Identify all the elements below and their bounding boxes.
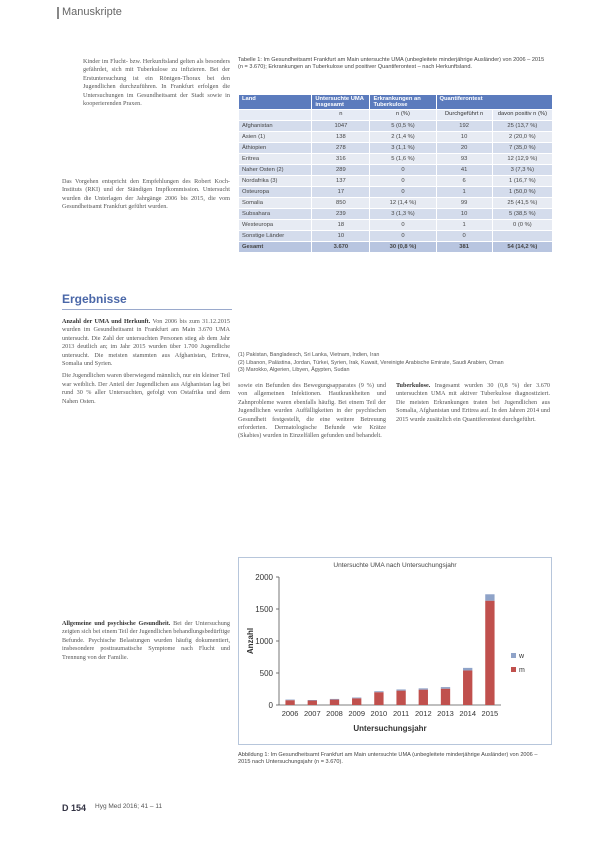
table-cell: 10 xyxy=(436,209,492,220)
table-cell: 0 xyxy=(370,187,436,198)
table-total-cell: Gesamt xyxy=(239,242,312,253)
bar-w xyxy=(396,689,405,690)
bar-m xyxy=(485,601,494,705)
col-header-country: Land xyxy=(239,95,312,110)
table-row xyxy=(239,220,553,231)
footnote-1: (1) Pakistan, Bangladesch, Sri Lanka, Vietnam, Indien, Iran xyxy=(238,352,380,358)
table-cell: 25 (41,5 %) xyxy=(492,198,552,209)
results-heading: Ergebnisse xyxy=(62,292,127,306)
table-row xyxy=(239,165,553,176)
table-cell: 5 (38,5 %) xyxy=(492,209,552,220)
results-text-1: Von 2006 bis zum 31.12.2015 wurden im Gesundheitsamt in Frankfurt am Main 3.670 UMA untersucht. Die Zahl der untersuchten Personen stieg ab dem Jahr 2013 deutlich an; im Jahr 2015 wurden über 1.700 Jugendliche untersucht. Die meisten stammten aus Afghanistan, Eritrea, Somalia und Syrien. xyxy=(62,318,230,368)
table-cell: 99 xyxy=(436,198,492,209)
bar-m xyxy=(441,689,450,705)
table-cell: 278 xyxy=(312,143,370,154)
table-cell: Äthiopien xyxy=(239,143,312,154)
x-tick-label: 2007 xyxy=(303,709,321,718)
page-number: D 154 xyxy=(62,803,87,813)
table-cell: 12 (1,4 %) xyxy=(370,198,436,209)
table-cell: 0 xyxy=(370,231,436,242)
table-total-cell: 54 (14,2 %) xyxy=(492,242,552,253)
table-row xyxy=(239,132,553,143)
col-header-tb: Erkrankungen an Tuberkulose xyxy=(370,95,436,110)
table-row xyxy=(239,187,553,198)
bar-m xyxy=(352,698,361,705)
table-cell: 17 xyxy=(312,187,370,198)
footnote-2: (2) Libanon, Palästina, Jordan, Türkei, Syrien, Irak, Kuwait, Vereinigte Arabische Emirate, Saudi Arabien, Oman xyxy=(238,359,504,366)
y-axis-label: Anzahl xyxy=(246,627,255,655)
bar-w xyxy=(352,698,361,699)
table-cell: Asien (1) xyxy=(239,132,312,143)
legend-swatch-m xyxy=(511,667,516,672)
table-cell: 93 xyxy=(436,154,492,165)
table-row xyxy=(239,231,553,242)
table-cell: Osteuropa xyxy=(239,187,312,198)
table-cell: 3 (7,3 %) xyxy=(492,165,552,176)
bar-m xyxy=(419,690,428,705)
bar-w xyxy=(285,700,294,701)
bar-m xyxy=(308,701,317,705)
table-row xyxy=(239,176,553,187)
table-row xyxy=(239,154,553,165)
footnote-3: (3) Marokko, Algerien, Libyen, Ägypten, Sudan xyxy=(238,367,350,374)
bar-w xyxy=(330,699,339,700)
bar-w xyxy=(485,594,494,600)
heading-rule xyxy=(62,309,232,310)
results-text-2: Die Jugendlichen waren überwiegend männlich, nur ein kleiner Teil war weiblich. Der Anteil der Jugendlichen aus Afghanistan lag bei rund 30 % aller Untersuchten, gefolgt von Ostafrika und dem Nahen Osten. xyxy=(62,372,231,405)
bar-m xyxy=(285,700,294,705)
intro-paragraph-2 xyxy=(62,178,230,216)
x-tick-label: 2006 xyxy=(281,709,299,718)
x-axis-label: Untersuchungsjahr xyxy=(353,724,427,733)
legend-label-m: m xyxy=(519,667,525,674)
table-total-row xyxy=(239,242,553,253)
table-cell: 6 xyxy=(436,176,492,187)
x-tick-label: 2009 xyxy=(348,709,366,718)
table-cell: 12 (12,9 %) xyxy=(492,154,552,165)
table-cell: 0 xyxy=(370,176,436,187)
middle-paragraph xyxy=(238,382,386,445)
bar-m xyxy=(374,692,383,705)
table-cell: 10 xyxy=(312,231,370,242)
y-tick-label: 2000 xyxy=(255,573,273,582)
results-paragraph-1 xyxy=(62,318,230,410)
results-paragraph-3 xyxy=(62,620,230,666)
table-cell: Subsahara xyxy=(239,209,312,220)
table-cell: 239 xyxy=(312,209,370,220)
table-cell: 5 (0,5 %) xyxy=(370,121,436,132)
table-footnotes xyxy=(238,352,553,375)
chart-title: Untersuchte UMA nach Untersuchungsjahr xyxy=(333,562,457,569)
section-label: Manuskripte xyxy=(62,6,122,18)
col-header-total: Untersuchte UMA insgesamt xyxy=(312,95,370,110)
table-cell: 1 xyxy=(436,187,492,198)
y-tick-label: 1000 xyxy=(255,637,273,646)
table-cell: Sonstige Länder xyxy=(239,231,312,242)
table-cell: Naher Osten (2) xyxy=(239,165,312,176)
table-cell: Somalia xyxy=(239,198,312,209)
x-tick-label: 2008 xyxy=(326,709,343,718)
table-cell: 3 (1,3 %) xyxy=(370,209,436,220)
x-tick-label: 2014 xyxy=(459,709,477,718)
journal-citation: Hyg Med 2016; 41 – 11 xyxy=(95,803,163,810)
table-cell: 1047 xyxy=(312,121,370,132)
x-tick-label: 2011 xyxy=(393,709,410,718)
table-cell: 20 xyxy=(436,143,492,154)
table-cell: 0 xyxy=(436,231,492,242)
table-cell: 289 xyxy=(312,165,370,176)
table-cell: 1 (16,7 %) xyxy=(492,176,552,187)
bar-w xyxy=(374,691,383,692)
legend-swatch-w xyxy=(511,653,516,658)
table-cell: 850 xyxy=(312,198,370,209)
intro-text: Kinder im Flucht- bzw. Herkunftsland gelten als besonders gefährdet, sich mit Tuberkulose zu infizieren. Bei der Erstuntersuchung ist ein Röntgen-Thorax bei den Jugendlichen durchzuführen. In Frankfurt erfolgen die Untersuchungen im Gesundheitsamt der Stadt sowie in kooperierenden Praxen. xyxy=(83,58,230,108)
table-row xyxy=(239,209,553,220)
intro-paragraph xyxy=(83,58,230,112)
table-cell: Nordafrika (3) xyxy=(239,176,312,187)
results-text-3: Bei der Untersuchung zeigten sich bei einem Teil der Jugendlichen behandlungsbedürftige Befunde. Psychische Belastungen wurden häufig dokumentiert, insbesondere posttraumatische Symptome nach Flucht und Trennung von der Familie. xyxy=(62,620,231,661)
x-tick-label: 2010 xyxy=(370,709,388,718)
right-paragraph xyxy=(396,382,550,428)
table-cell: 1 xyxy=(436,220,492,231)
table-cell: Eritrea xyxy=(239,154,312,165)
table-cell: 2 (1,4 %) xyxy=(370,132,436,143)
x-tick-label: 2012 xyxy=(414,709,432,718)
bar-m xyxy=(396,691,405,705)
table-caption: Tabelle 1: Im Gesundheitsamt Frankfurt am Main untersuchte UMA (unbegleitete minderjährige Ausländer) von 2006 – 2015 (n = 3.670); Erkrankungen an Tuberkulose und positiver Quantiferontest – nach Herkunftsland. xyxy=(238,57,545,71)
table-cell: Westeuropa xyxy=(239,220,312,231)
chart-figure xyxy=(238,557,552,745)
subheader-4: davon positiv n (%) xyxy=(492,110,552,121)
table-cell: 316 xyxy=(312,154,370,165)
col-header-quantiferon: Quantiferontest xyxy=(436,95,553,110)
bar-chart xyxy=(239,569,551,741)
subheader-1: n xyxy=(312,110,370,121)
table-cell: 10 xyxy=(436,132,492,143)
table-cell xyxy=(492,231,552,242)
bar-m xyxy=(330,700,339,705)
table-cell: 0 (0 %) xyxy=(492,220,552,231)
bar-w xyxy=(463,668,472,671)
results-lead-3: Allgemeine und psychische Gesundheit. xyxy=(62,620,171,627)
y-tick-label: 0 xyxy=(268,701,273,710)
subheader-2: n (%) xyxy=(370,110,436,121)
table-1 xyxy=(238,94,553,253)
bar-m xyxy=(463,670,472,705)
y-tick-label: 500 xyxy=(259,669,273,678)
subheader-0 xyxy=(239,110,312,121)
x-tick-label: 2013 xyxy=(437,709,454,718)
table-cell: 138 xyxy=(312,132,370,143)
table-row xyxy=(239,198,553,209)
table-row xyxy=(239,143,553,154)
table-cell: 192 xyxy=(436,121,492,132)
x-tick-label: 2015 xyxy=(481,709,499,718)
tb-lead: Tuberkulose. xyxy=(396,382,431,389)
middle-text: sowie ein Befunden des Bewegungsapparates (9 %) und von allgemeinen Infektionen. Hautkrankheiten und Zahnprobleme waren ebenfalls häufig. Bei einem Teil der Jugendlichen wurden Auffälligkeiten in der psychischen Gesundheit festgestellt, die eine weitere Betreuung erforderten. Dermatologische Befunde wie Krätze (Skabies) wurden in Einzelfällen gefunden und behandelt. xyxy=(238,382,386,440)
table-cell: 0 xyxy=(370,220,436,231)
table-cell: 1 (50,0 %) xyxy=(492,187,552,198)
chart-caption: Abbildung 1: Im Gesundheitsamt Frankfurt am Main untersuchte UMA (unbegleitete minderjährige Ausländer) von 2006 – 2015 nach Untersuchungsjahr (n = 3.670). xyxy=(238,752,538,766)
table-total-cell: 30 (0,8 %) xyxy=(370,242,436,253)
y-tick-label: 1500 xyxy=(255,605,273,614)
table-cell: 0 xyxy=(370,165,436,176)
tb-text: Insgesamt wurden 30 (0,8 %) der 3.670 untersuchten UMA mit aktiver Tuberkulose diagnostiziert. Die meisten Erkrankungen traten bei Jugendlichen aus Somalia, Afghanistan und Eritrea auf. In den Jahren 2014 und 2015 wurde zusätzlich ein Quantiferontest durchgeführt. xyxy=(396,382,551,423)
table-cell: 7 (35,0 %) xyxy=(492,143,552,154)
subheader-3: Durchgeführt n xyxy=(436,110,492,121)
table-cell: 41 xyxy=(436,165,492,176)
legend-label-w: w xyxy=(519,653,525,660)
bar-w xyxy=(441,687,450,689)
table-cell: 137 xyxy=(312,176,370,187)
table-cell: 18 xyxy=(312,220,370,231)
table-cell: 3 (1,1 %) xyxy=(370,143,436,154)
table-total-cell: 381 xyxy=(436,242,492,253)
intro-text-2: Das Vorgehen entspricht den Empfehlungen des Robert Koch-Instituts (RKI) und der Ständigen Impfkommission. Untersucht wurden die Unterlagen der Jahrgänge 2006 bis 2015, die vom Gesundheitsamt Frankfurt geführt wurden. xyxy=(62,178,230,211)
table-total-cell: 3.670 xyxy=(312,242,370,253)
bar-w xyxy=(419,688,428,689)
table-cell: 2 (20,0 %) xyxy=(492,132,552,143)
section-marker xyxy=(57,7,59,19)
table-cell: 25 (13,7 %) xyxy=(492,121,552,132)
table-cell: Afghanistan xyxy=(239,121,312,132)
table-row xyxy=(239,121,553,132)
table-cell: 5 (1,6 %) xyxy=(370,154,436,165)
results-lead-1: Anzahl der UMA und Herkunft. xyxy=(62,318,151,325)
bar-w xyxy=(308,700,317,701)
